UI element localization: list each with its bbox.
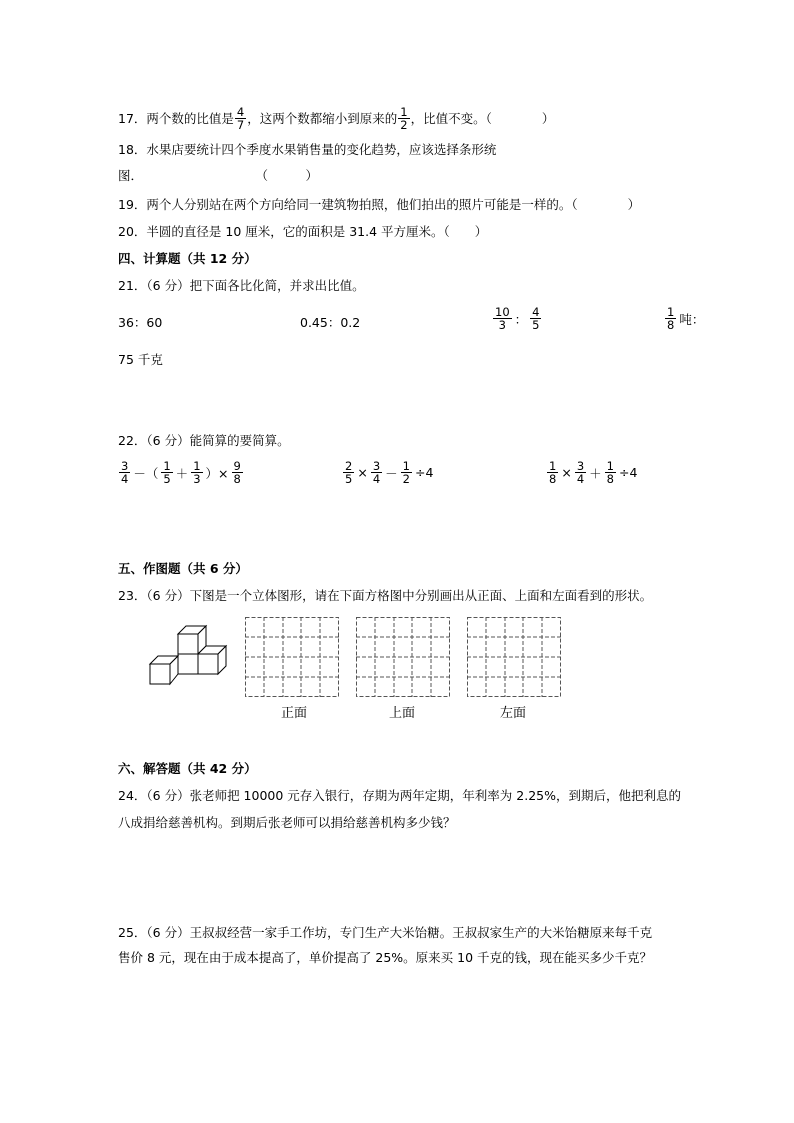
q21-expr-4: $\frac{1}{8}$ 吨： xyxy=(667,305,705,332)
q22-expr-2: $\frac{2}{5}$ × $\frac{3}{4}$ － $\frac{1}{2}$ ÷4 xyxy=(345,459,434,486)
question-18-line2: 图． （ ） xyxy=(118,168,319,183)
grid-top xyxy=(356,617,450,697)
q22-expr-1: $\frac{3}{4}$ －（ $\frac{1}{5}$ ＋ $\frac{1}{3}$ ）× $\frac{9}{8}$ xyxy=(121,459,241,486)
section-6-heading: 六、解答题（共 42 分） xyxy=(118,761,257,776)
q21-expr-1: 36：60 xyxy=(118,315,163,330)
grid-front xyxy=(245,617,339,697)
cube-figure xyxy=(144,622,234,686)
q17-text-b: ，这两个数都缩小到原来的 xyxy=(247,110,398,126)
label-left-view: 左面 xyxy=(500,706,527,721)
q17-text-c: ，比值不变。（ ） xyxy=(410,110,555,126)
question-23-title: 23．（6 分）下图是一个立体图形，请在下面方格图中分别画出从正面、上面和左面看到的形状。 xyxy=(118,588,653,603)
label-front-view: 正面 xyxy=(281,706,308,721)
question-19: 19．两个人分别站在两个方向给同一建筑物拍照，他们拍出的照片可能是一样的。（ ） xyxy=(118,197,641,212)
question-20: 20．半圆的直径是 10 厘米，它的面积是 31.4 平方厘米。（ ） xyxy=(118,224,488,239)
question-18-line1: 18．水果店要统计四个季度水果销售量的变化趋势，应该选择条形统 xyxy=(118,142,497,157)
q22-expr-3: $\frac{1}{8}$ × $\frac{3}{4}$ ＋ $\frac{1}{8}$ ÷4 xyxy=(549,459,638,486)
question-22-title: 22．（6 分）能简算的要简算。 xyxy=(118,433,290,448)
question-17 xyxy=(118,106,554,131)
q17-fraction-2: $\frac{1}{2}$ xyxy=(400,105,408,132)
q21-expr-4-continued: 75 千克 xyxy=(118,352,163,367)
q21-e4-frac: $\frac{1}{8}$ xyxy=(667,305,675,332)
question-25-line1: 25．（6 分）王叔叔经营一家手工作坊，专门生产大米饴糖。王叔叔家生产的大米饴糖原来每千克 xyxy=(118,925,653,940)
grid-left xyxy=(467,617,561,697)
label-top-view: 上面 xyxy=(389,706,416,721)
q21-e3-frac-2: $\frac{4}{5}$ xyxy=(532,305,540,332)
q21-e3-frac-1: $\frac{10}{3}$ xyxy=(495,305,510,332)
question-25-line2: 售价 8 元，现在由于成本提高了，单价提高了 25%。原来买 10 千克的钱，现在能买多少千克？ xyxy=(118,950,653,965)
q21-expr-3: $\frac{10}{3}$ ： $\frac{4}{5}$ xyxy=(495,305,540,332)
section-4-heading: 四、计算题（共 12 分） xyxy=(118,251,257,266)
q21-expr-2: 0.45：0.2 xyxy=(300,315,361,330)
question-21-title: 21．（6 分）把下面各比化简，并求出比值。 xyxy=(118,278,365,293)
section-5-heading: 五、作图题（共 6 分） xyxy=(118,561,248,576)
q17-fraction-1: $\frac{4}{7}$ xyxy=(236,105,245,132)
question-24-line1: 24．（6 分）张老师把 10000 元存入银行，存期为两年定期，年利率为 2.25%，到期后，他把利息的 xyxy=(118,788,681,803)
question-24-line2: 八成捐给慈善机构。到期后张老师可以捐给慈善机构多少钱？ xyxy=(118,815,456,830)
q17-text-a: 17．两个数的比值是 xyxy=(118,110,234,126)
